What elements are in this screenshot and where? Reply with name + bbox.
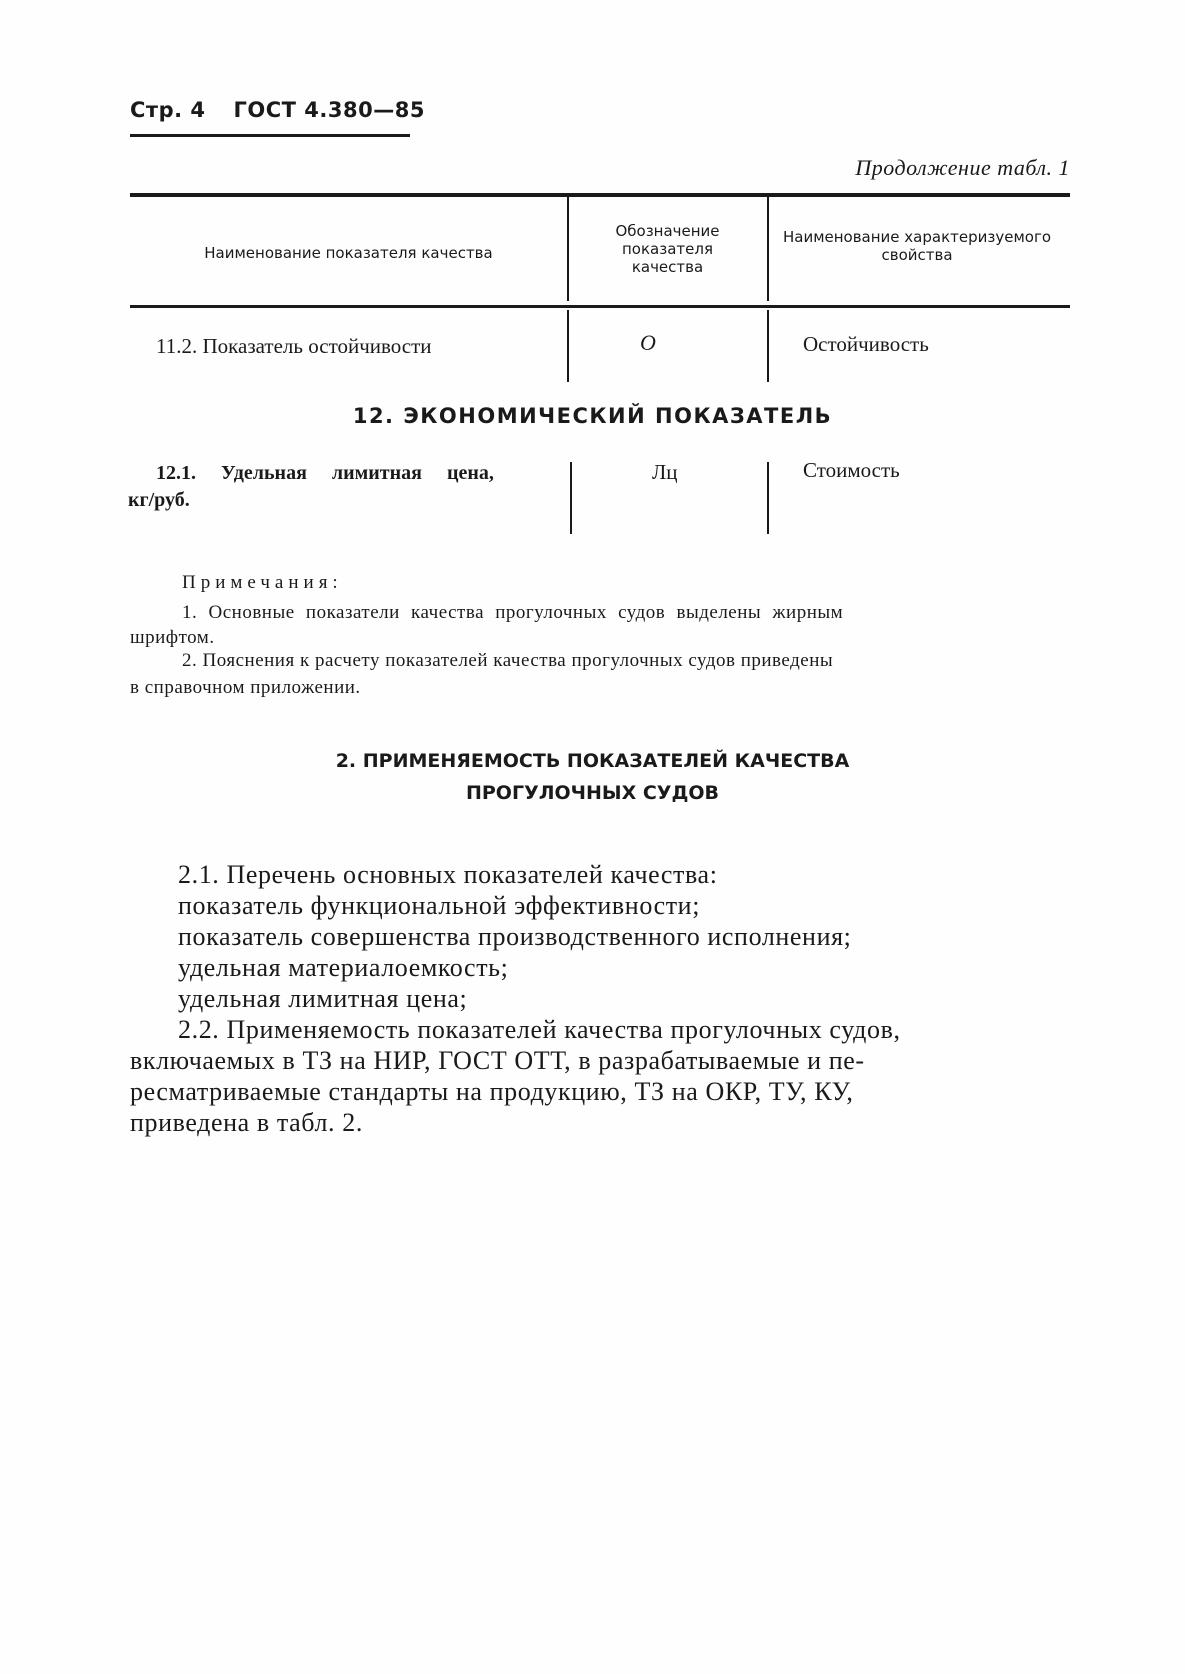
table-cell-symbol-12-1: Лц: [652, 460, 678, 484]
table-col-divider-2: [767, 197, 769, 301]
row12-divider-2: [767, 462, 769, 534]
note-2-line-1: 2. Пояснения к расчету показателей качества прогулочных судов приведены: [182, 650, 834, 671]
paragraph-2-2-line-4: приведена в табл. 2.: [130, 1108, 363, 1137]
paragraph-2-2-line-2: включаемых в ТЗ на НИР, ГОСТ ОТТ, в разрабатываемые и пе-: [130, 1046, 865, 1075]
section-12-title: 12. ЭКОНОМИЧЕСКИЙ ПОКАЗАТЕЛЬ: [352, 404, 833, 428]
column-header-symbol: Обозначение показателя качества: [615, 222, 720, 276]
column-header-property: Наименование характеризуемого свойства: [782, 228, 1052, 264]
row-divider-2: [767, 310, 769, 382]
table-cell-name-12-1-unit: кг/руб.: [128, 489, 190, 511]
paragraph-2-1: 2.1. Перечень основных показателей качества:: [178, 860, 718, 889]
table-cell-property-12-1: Стоимость: [803, 458, 900, 482]
column-header-name: Наименование показателя качества: [204, 244, 493, 262]
paragraph-2-2-line-3: ресматриваемые стандарты на продукцию, ТЗ на ОКР, ТУ, КУ,: [130, 1077, 854, 1106]
table-cell-symbol: О: [640, 330, 656, 355]
table-cell-name-12-1: 12.1. Удельная лимитная цена,: [156, 462, 494, 484]
paragraph-2-2-line-1: 2.2. Применяемость показателей качества прогулочных судов,: [178, 1015, 901, 1044]
note-1-line-1: 1. Основные показатели качества прогулочных судов выделены жирным: [182, 602, 844, 623]
chapter-2-title-line-1: 2. ПРИМЕНЯЕМОСТЬ ПОКАЗАТЕЛЕЙ КАЧЕСТВА: [335, 750, 850, 772]
table-header-rule: [130, 305, 1070, 308]
table-col-divider-1: [567, 197, 569, 301]
list-item-1: показатель функциональной эффективности;: [178, 891, 701, 920]
page-header: [130, 98, 425, 122]
row12-divider-1: [570, 462, 572, 534]
list-item-3: удельная материалоемкость;: [178, 953, 509, 982]
note-2-line-2: в справочном приложении.: [130, 677, 361, 698]
header-rule: [130, 134, 410, 137]
row-divider-1: [567, 310, 569, 382]
note-1-line-2: шрифтом.: [130, 627, 215, 648]
page-label: Стр. 4: [130, 98, 206, 122]
standard-number: ГОСТ 4.380—85: [233, 98, 425, 122]
table-cell-name: 11.2. Показатель остойчивости: [156, 334, 432, 358]
table-continuation-label: Продолжение табл. 1: [855, 155, 1070, 180]
notes-title: Примечания:: [182, 572, 343, 593]
table-cell-property: Остойчивость: [803, 332, 929, 356]
list-item-4: удельная лимитная цена;: [178, 984, 468, 1013]
list-item-2: показатель совершенства производственного исполнения;: [178, 922, 852, 951]
chapter-2-title-line-2: ПРОГУЛОЧНЫХ СУДОВ: [465, 782, 720, 804]
table-top-rule: [130, 193, 1070, 197]
